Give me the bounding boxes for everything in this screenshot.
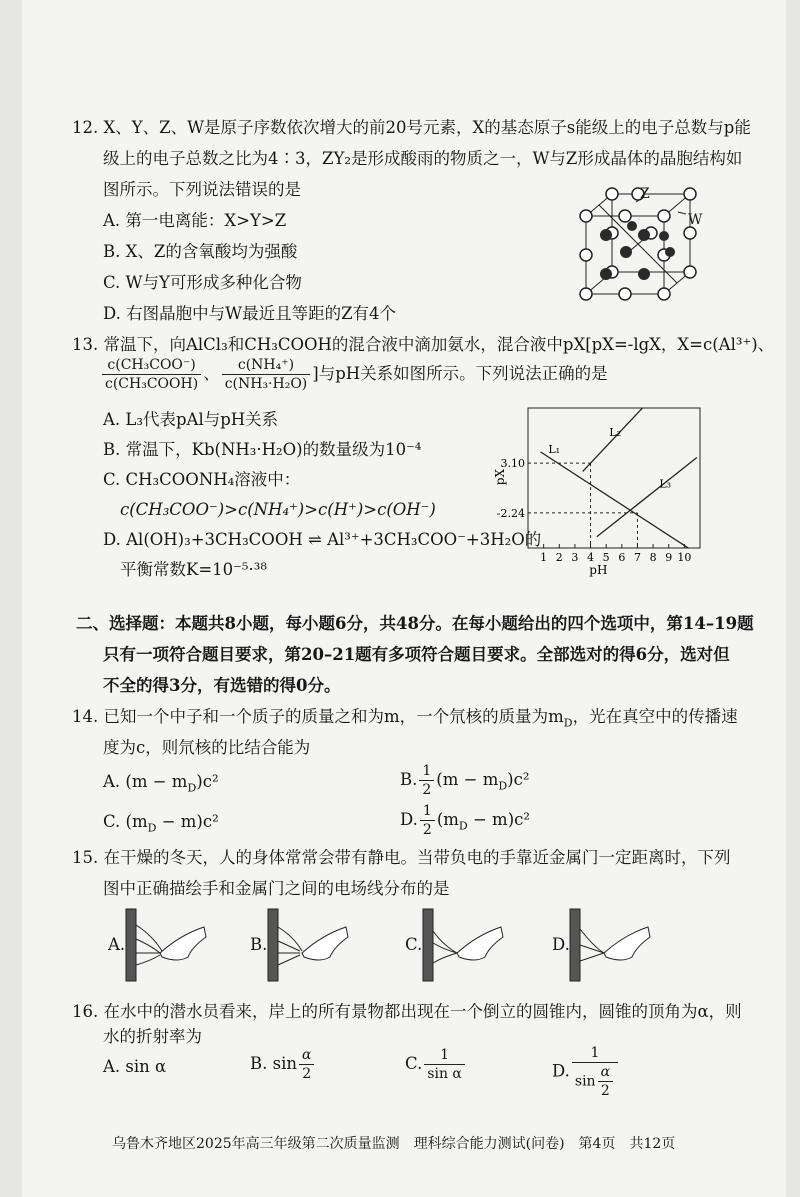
- q13-line2: [100, 356, 608, 393]
- x-tick-label: 3: [571, 551, 579, 564]
- q14-c-text: C. (m: [103, 812, 148, 831]
- x-tick-label: 6: [618, 551, 626, 564]
- q14-option-a: [103, 772, 219, 798]
- q14-c-sub: D: [147, 821, 157, 835]
- q16-c-label: C.: [405, 1054, 423, 1073]
- q14-b-sub: D: [498, 779, 508, 793]
- series-line-L3: [597, 457, 697, 536]
- q14-line1-sub: D: [563, 716, 573, 730]
- crystal-cell-figure: [572, 186, 712, 306]
- q14-d-sub: D: [458, 819, 468, 833]
- q14-line2: 度为c，则氘核的比结合能为: [103, 738, 311, 757]
- q16-option-d: [552, 1044, 620, 1100]
- page-edge-right: [786, 0, 800, 1197]
- q15-figure-b: [262, 905, 352, 985]
- series-label-L1: L₁: [548, 442, 561, 456]
- q14-c-tail: − m)c²: [156, 812, 219, 831]
- q13-separator: 、: [203, 364, 220, 383]
- q14-option-c: [103, 812, 219, 838]
- q14-b-end: )c²: [507, 770, 530, 789]
- q16-d-label: D.: [552, 1061, 570, 1081]
- half-num: 1: [419, 762, 434, 781]
- q15-label-d: D.: [552, 935, 570, 954]
- q14-d-label: D.: [400, 810, 418, 829]
- half-den: 2: [422, 822, 432, 838]
- q16-c-den: sin α: [427, 1066, 462, 1082]
- q13-fraction-acetate: [102, 356, 201, 393]
- x-tick-label: 10: [677, 551, 692, 564]
- q15-line1: 15. 在干燥的冬天，人的身体常常会带有静电。当带负电的手靠近金属门一定距离时，下列: [72, 848, 731, 867]
- frac2-numerator: c(NH₄⁺): [222, 356, 311, 375]
- half-den: 2: [422, 782, 432, 798]
- x-tick-label: 7: [633, 551, 641, 564]
- series-line-L1: [541, 452, 697, 554]
- frac1-numerator: c(CH₃COO⁻): [102, 356, 201, 375]
- q15-figure-a: [120, 905, 210, 985]
- q14-a-tail: )c²: [196, 772, 219, 791]
- q13-fraction-ammonium: [222, 356, 311, 393]
- x-axis-label: pH: [589, 563, 608, 577]
- q15-label-c: C.: [405, 935, 423, 954]
- q14-line1: [72, 707, 738, 733]
- q14-d-end: − m)c²: [467, 810, 530, 829]
- q14-option-d: [400, 802, 530, 839]
- section2-line3: 不全的得3分，有选错的得0分。: [103, 676, 341, 695]
- q16-d-inner-fraction: [598, 1063, 613, 1100]
- q16-option-a: A. sin α: [103, 1057, 167, 1076]
- crystal-label-z: Z: [640, 186, 650, 202]
- crystal-label-w: W: [688, 212, 703, 228]
- q16-d-num: 1: [572, 1044, 618, 1063]
- series-label-L2: L₂: [609, 426, 622, 439]
- q15-label-a: A.: [108, 935, 126, 954]
- q16-option-c: [405, 1046, 467, 1083]
- q14-d-half: [420, 802, 435, 839]
- q12-line2: 级上的电子总数之比为4∶3，ZY₂是形成酸雨的物质之一，W与Z形成晶体的晶胞结构如: [103, 149, 743, 168]
- q15-label-b: B.: [250, 935, 268, 954]
- q12-line1: 12. X、Y、Z、W是原子序数依次增大的前20号元素，X的基态原子s能级上的电子总数与p能: [72, 118, 751, 137]
- x-tick-label: 8: [649, 551, 657, 564]
- q16-b-num: α: [299, 1046, 314, 1065]
- q16-option-b: [250, 1046, 316, 1083]
- q12-option-c: C. W与Y可形成多种化合物: [103, 273, 302, 292]
- q14-line1-text: 14. 已知一个中子和一个质子的质量之和为m，一个氘核的质量为m: [72, 707, 564, 726]
- series-label-L3: L₃: [659, 477, 672, 491]
- q16-d-fraction: [572, 1044, 618, 1100]
- half-num: 1: [420, 802, 435, 821]
- q16-b-sin: B. sin: [250, 1054, 297, 1073]
- q16-c-num: 1: [424, 1046, 465, 1065]
- page-footer: 乌鲁木齐地区2025年高三年级第二次质量监测 理科综合能力测试(问卷) 第4页 共12页: [112, 1136, 676, 1152]
- section2-line1: 二、选择题：本题共8小题，每小题6分，共48分。在每小题给出的四个选项中，第14–19题: [76, 614, 754, 633]
- q12-option-b: B. X、Z的含氧酸均为强酸: [103, 242, 298, 261]
- q16-c-fraction: [424, 1046, 465, 1083]
- y-tick-label-top: 3.10: [500, 457, 525, 471]
- q13-ph-chart: [492, 400, 712, 590]
- q14-a-text: A. (m − m: [103, 772, 188, 791]
- q14-b-half: [419, 762, 434, 799]
- q12-option-a: A. 第一电离能：X>Y>Z: [103, 211, 287, 230]
- q14-line1-tail: ，光在真空中的传播速: [572, 707, 738, 726]
- q13-option-a: A. L₃代表pAl与pH关系: [103, 410, 279, 429]
- q16-line1: 16. 在水中的潜水员看来，岸上的所有景物都出现在一个倒立的圆锥内，圆锥的顶角为α，则: [72, 1002, 742, 1021]
- x-tick-label: 9: [665, 551, 673, 564]
- q13-option-d-k: 平衡常数K=10⁻⁵·³⁸: [120, 560, 267, 579]
- q16-b-fraction: [299, 1046, 314, 1083]
- y-axis-label: pX: [493, 468, 507, 486]
- q14-a-sub: D: [187, 781, 197, 795]
- frac2-denominator: c(NH₃·H₂O): [224, 376, 308, 392]
- q14-option-b: [400, 762, 529, 799]
- x-tick-label: 4: [587, 551, 595, 564]
- q13-option-d: D. Al(OH)₃+3CH₃COOH ⇌ Al³⁺+3CH₃COO⁻+3H₂O的: [103, 530, 542, 549]
- q14-b-label: B.: [400, 770, 418, 789]
- q13-option-b: B. 常温下，Kb(NH₃·H₂O)的数量级为10⁻⁴: [103, 440, 422, 459]
- q12-line3: 图所示。下列说法错误的是: [103, 180, 301, 199]
- q13-option-c-relation: c(CH₃COO⁻)>c(NH₄⁺)>c(H⁺)>c(OH⁻): [120, 500, 436, 519]
- q14-b-text: (m − m: [436, 770, 499, 789]
- q15-line2: 图中正确描绘手和金属门之间的电场线分布的是: [103, 879, 450, 898]
- x-tick-label: 2: [555, 551, 563, 564]
- frac1-denominator: c(CH₃COOH): [105, 376, 199, 392]
- q16-d-inner-den: 2: [600, 1083, 610, 1099]
- section2-line2: 只有一项符合题目要求，第20–21题有多项符合题目要求。全部选对的得6分，选对但: [103, 645, 730, 664]
- q16-d-inner-num: α: [598, 1063, 613, 1082]
- q15-figure-d: [564, 905, 654, 985]
- y-tick-label-bottom: -2.24: [496, 506, 525, 520]
- q16-d-den: [572, 1063, 618, 1100]
- q13-option-c: C. CH₃COONH₄溶液中：: [103, 470, 301, 489]
- q14-d-text: (m: [436, 810, 459, 829]
- x-tick-label: 5: [602, 551, 610, 564]
- page-edge-left: [0, 0, 22, 1197]
- q15-figure-c: [417, 905, 507, 985]
- x-tick-label: 1: [540, 551, 548, 564]
- q16-b-den: 2: [302, 1066, 312, 1082]
- q13-line1: 13. 常温下，向AlCl₃和CH₃COOH的混合液中滴加氨水，混合液中pX[pX=-lgX，X=c(Al³⁺)、: [72, 335, 775, 354]
- q16-line2: 水的折射率为: [103, 1027, 202, 1046]
- q16-d-sin: sin: [574, 1073, 596, 1090]
- q13-line2-tail: ]与pH关系如图所示。下列说法正确的是: [312, 364, 608, 383]
- q12-option-d: D. 右图晶胞中与W最近且等距的Z有4个: [103, 304, 397, 323]
